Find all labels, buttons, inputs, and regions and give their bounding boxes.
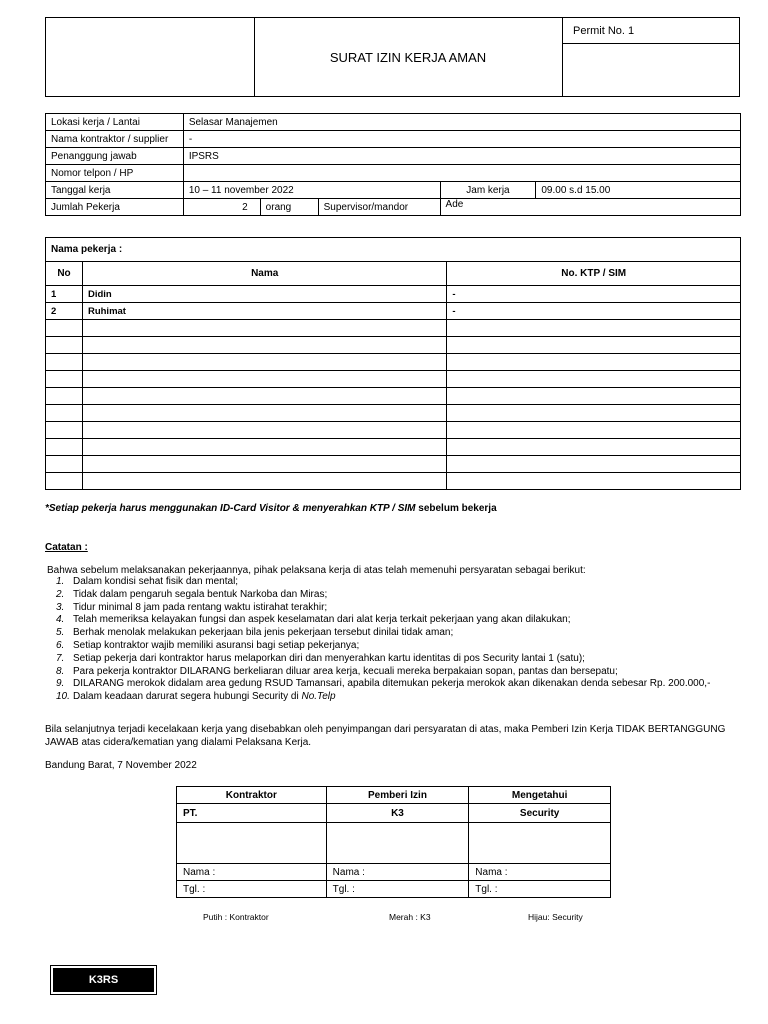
info-row-lokasi (46, 114, 741, 131)
info-value: Selasar Manajemen (183, 114, 740, 131)
sign-tgl: Tgl. : (469, 881, 611, 898)
list-item: 2. Tidak dalam pengaruh segala bentuk Narkoba dan Miras; (56, 588, 328, 600)
table-row-empty (46, 320, 741, 337)
col-no-header: No (46, 262, 83, 286)
list-item: 3. Tidur minimal 8 jam pada rentang waktu istirahat terakhir; (56, 601, 328, 613)
catatan-heading: Catatan : (45, 542, 88, 553)
supervisor-value: Ade (440, 199, 740, 216)
workers-title: Nama pekerja : (46, 238, 741, 262)
list-item: 6. Setiap kontraktor wajib memiliki asuransi bagi setiap pekerjanya; (56, 639, 360, 651)
signature-space (177, 823, 611, 864)
info-label: Nomor telpon / HP (46, 165, 184, 182)
list-item: 1. Dalam kondisi sehat fisik dan mental; (56, 576, 239, 587)
sign-tgl: Tgl. : (177, 881, 327, 898)
sign-nama: Nama : (326, 864, 469, 881)
sign-nama: Nama : (177, 864, 327, 881)
sign-col-mengetahui: Mengetahui (469, 787, 611, 804)
list-item: 7. Setiap pekerja dari kontraktor harus melaporkan diri dan menyerahkan kartu identitas di pos Security lantai 1 (satu); (56, 652, 585, 664)
table-row (46, 286, 741, 303)
work-info-table (45, 113, 741, 216)
copy-hijau: Hijau: Security (528, 912, 583, 922)
worker-name: Ruhimat (82, 303, 446, 320)
k3rs-text: K3RS (53, 968, 154, 992)
list-item: 10. Dalam keadaan darurat segera hubungi Security di No.Telp (56, 691, 336, 703)
info-value: 10 – 11 november 2022 (183, 182, 440, 199)
copy-putih: Putih : Kontraktor (203, 912, 269, 922)
jam-label: Jam kerja (440, 182, 536, 199)
requirements-list (56, 576, 746, 704)
form-header (45, 17, 740, 97)
sign-col-pemberi-izin: Pemberi Izin (326, 787, 469, 804)
sign-security: Security (469, 804, 611, 823)
workers-table (45, 237, 741, 490)
logo-cell (46, 18, 255, 96)
sign-col-kontraktor: Kontraktor (177, 787, 327, 804)
info-label: Penanggung jawab (46, 148, 184, 165)
table-row-empty (46, 422, 741, 439)
supervisor-label: Supervisor/mandor (318, 199, 440, 216)
col-ktp-header: No. KTP / SIM (447, 262, 741, 286)
sign-tgl: Tgl. : (326, 881, 469, 898)
list-item: 5. Berhak menolak melakukan pekerjaan bila jenis pekerjaan tersebut dinilai tidak aman; (56, 627, 454, 639)
k3rs-label (50, 965, 157, 995)
worker-no: 1 (46, 286, 83, 303)
jumlah-value: 2 (183, 199, 260, 216)
info-value: IPSRS (183, 148, 740, 165)
list-item: 4. Telah memeriksa kelayakan fungsi dan aspek keselamatan dari alat kerja terkait pekerjaan yang akan dilakukan; (56, 614, 571, 626)
form-title: SURAT IZIN KERJA AMAN (254, 18, 563, 96)
liability-paragraph: Bila selanjutnya terjadi kecelakaan kerja yang disebabkan oleh penyimpangan dari persyaratan di atas, maka Pemberi Izin Kerja TIDAK BERTANGGUNG JAWAB atas cidera/kematian yang dialami Pelaksana Kerja. (45, 724, 726, 748)
jumlah-unit: orang (260, 199, 318, 216)
permit-number: Permit No. 1 (563, 18, 739, 44)
catatan-intro: Bahwa sebelum melaksanakan pekerjaannya, pihak pelaksana kerja di atas telah memenuhi persyaratan sebagai berikut: (47, 565, 586, 576)
sign-k3: K3 (326, 804, 469, 823)
worker-no: 2 (46, 303, 83, 320)
place-date: Bandung Barat, 7 November 2022 (45, 760, 197, 771)
sign-nama: Nama : (469, 864, 611, 881)
notice-emphasis: *Setiap pekerja harus menggunakan ID-Card Visitor & menyerahkan KTP / SIM (45, 503, 416, 514)
notice-tail: sebelum bekerja (415, 503, 497, 514)
info-row-telp (46, 165, 741, 182)
table-row-empty (46, 456, 741, 473)
table-row-empty (46, 388, 741, 405)
info-label: Tanggal kerja (46, 182, 184, 199)
sign-pt: PT. (177, 804, 327, 823)
list-item: 9. DILARANG merokok didalam area gedung RSUD Tamansari, apabila ditemukan pekerja merokok akan dikenakan denda sebesar Rp. 200.000,- (56, 678, 711, 690)
info-label: Lokasi kerja / Lantai (46, 114, 184, 131)
table-row-empty (46, 439, 741, 456)
jam-value: 09.00 s.d 15.00 (536, 182, 741, 199)
table-row-empty (46, 337, 741, 354)
worker-ktp: - (447, 303, 741, 320)
info-value: - (183, 131, 740, 148)
table-row (46, 303, 741, 320)
id-card-notice (45, 503, 497, 514)
info-label: Jumlah Pekerja (46, 199, 184, 216)
worker-name: Didin (82, 286, 446, 303)
table-row-empty (46, 371, 741, 388)
signature-table (176, 786, 611, 898)
info-row-tanggal (46, 182, 741, 199)
table-row-empty (46, 473, 741, 490)
col-nama-header: Nama (82, 262, 446, 286)
info-label: Nama kontraktor / supplier (46, 131, 184, 148)
info-row-jumlah (46, 199, 741, 216)
info-row-kontraktor (46, 131, 741, 148)
list-item: 8. Para pekerja kontraktor DILARANG berkeliaran diluar area kerja, kecuali mereka berpakaian sopan, pantas dan bersepatu; (56, 665, 618, 677)
table-row-empty (46, 354, 741, 371)
info-row-pj (46, 148, 741, 165)
info-value (183, 165, 740, 182)
table-row-empty (46, 405, 741, 422)
copy-merah: Merah : K3 (389, 912, 431, 922)
worker-ktp: - (447, 286, 741, 303)
